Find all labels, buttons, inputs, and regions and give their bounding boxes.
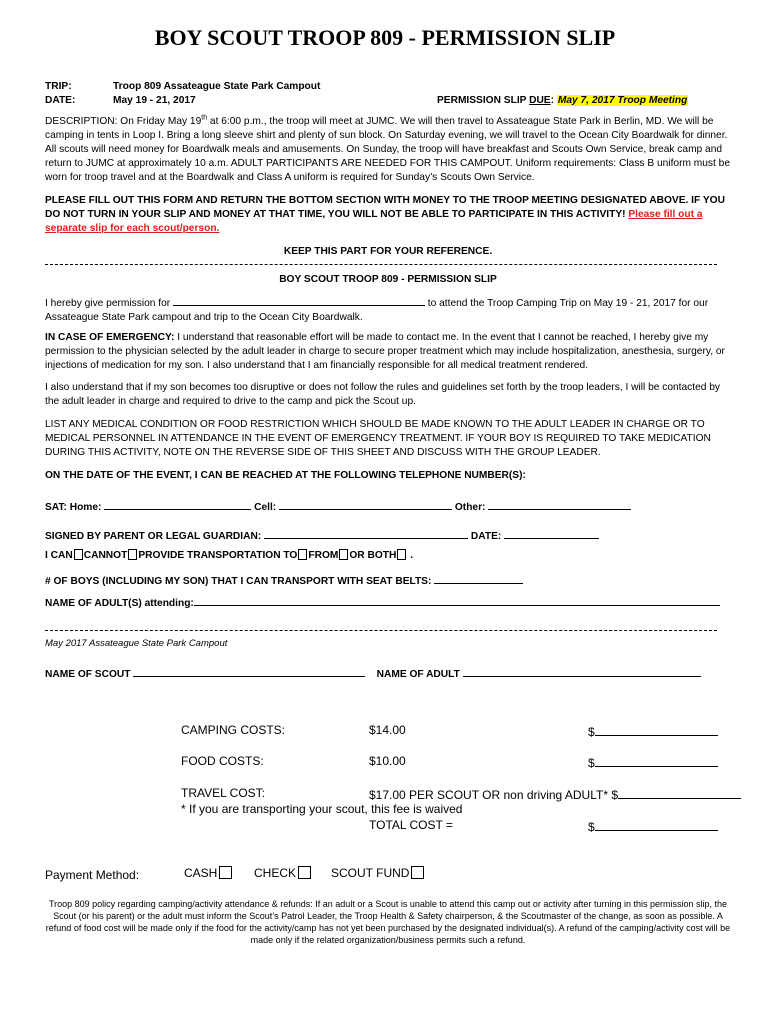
camping-costs-value: $14.00 bbox=[369, 723, 406, 737]
sign-date-label: DATE: bbox=[470, 531, 502, 542]
trip-value: Troop 809 Assateague State Park Campout bbox=[113, 81, 321, 92]
due-line bbox=[437, 94, 688, 108]
phone-heading: ON THE DATE OF THE EVENT, I CAN BE REACHED AT THE FOLLOWING TELEPHONE NUMBER(S): bbox=[45, 470, 526, 481]
from-label: FROM bbox=[308, 550, 339, 561]
total-cost-entry bbox=[588, 817, 718, 835]
due-label: PERMISSION SLIP bbox=[437, 95, 530, 106]
both-checkbox[interactable] bbox=[397, 549, 406, 560]
date-value: May 19 - 21, 2017 bbox=[113, 95, 196, 106]
slip-title: BOY SCOUT TROOP 809 - PERMISSION SLIP bbox=[279, 274, 497, 285]
camping-dollar: $ bbox=[588, 725, 595, 739]
can-checkbox[interactable] bbox=[74, 549, 83, 560]
scout-fund-checkbox[interactable] bbox=[411, 866, 424, 879]
travel-cost-label: TRAVEL COST: bbox=[181, 786, 266, 800]
check-checkbox[interactable] bbox=[298, 866, 311, 879]
due-word: DUE bbox=[529, 95, 551, 106]
due-value-highlight: May 7, 2017 Troop Meeting bbox=[557, 95, 688, 106]
refund-policy: Troop 809 policy regarding camping/activity attendance & refunds: If an adult or a Scout is unable to attend this camp out or activity after turning in this permission slip, the Scout (or his parent) or the adult must inform the Scout’s Patrol Leader, the Troop Health & Safety chairperson, & the Scoutmaster of the change, as soon as possible. A refund of food cost will be made only if the food for the activity/camp has not yet been purchased by the designated individual(s). A refund of the camping/activity cost will be made only if the related organization/business permits such a refund. bbox=[45, 899, 731, 945]
to-checkbox[interactable] bbox=[298, 549, 307, 560]
emergency-paragraph bbox=[45, 331, 731, 373]
cell-blank[interactable] bbox=[279, 498, 452, 510]
cash-checkbox[interactable] bbox=[219, 866, 232, 879]
description-rest: at 6:00 p.m., the troop will meet at JUMC. We will then travel to Assateague State Park in Berlin, MD. We will be camping in tents in Loop I. Bring a long sleeve shirt and plenty of sun block. On Saturday evening, we will travel to the Ocean City Boardwalk for dinner. All scouts will need money for Boardwalk meals and amusements. On Sunday, the troop will have breakfast and Scouts Own Service, break camp and return to JUMC at approximately 10 a.m. ADULT PARTICIPANTS ARE NEEDED FOR THIS CAMPOUT. Uniform requirements: Class B uniform must be worn for troop travel and at the Boardwalk and Class A uniform is required for Sunday’s Scouts Own Service. bbox=[45, 116, 731, 183]
date-label: DATE: bbox=[45, 95, 76, 106]
description-lead: DESCRIPTION: On Friday May 19 bbox=[45, 116, 202, 127]
campout-label: May 2017 Assateague State Park Campout bbox=[45, 638, 228, 649]
scout-name-blank[interactable] bbox=[173, 294, 425, 306]
adult-name-field[interactable] bbox=[463, 665, 701, 677]
transport-end: . bbox=[410, 550, 414, 561]
total-cost-blank[interactable] bbox=[595, 817, 718, 831]
cash-label: CASH bbox=[184, 866, 218, 880]
scout-fund-label: SCOUT FUND bbox=[331, 866, 410, 880]
travel-cost-blank[interactable] bbox=[618, 785, 741, 799]
other-phone-blank[interactable] bbox=[488, 498, 631, 510]
food-dollar: $ bbox=[588, 756, 595, 770]
cell-label: Cell: bbox=[254, 502, 277, 513]
from-checkbox[interactable] bbox=[339, 549, 348, 560]
food-costs-entry bbox=[588, 753, 718, 771]
due-colon: : bbox=[550, 95, 555, 106]
signed-label: SIGNED BY PARENT OR LEGAL GUARDIAN: bbox=[45, 531, 262, 542]
camping-costs-blank[interactable] bbox=[595, 722, 718, 736]
sat-home-blank[interactable] bbox=[104, 498, 251, 510]
adults-names-blank[interactable] bbox=[194, 594, 720, 606]
signature-blank[interactable] bbox=[264, 527, 468, 539]
phone-line bbox=[45, 498, 631, 515]
payment-check bbox=[254, 865, 311, 881]
total-cost-label: TOTAL COST = bbox=[369, 818, 453, 832]
travel-dollar: $ bbox=[611, 788, 619, 802]
other-label: Other: bbox=[454, 502, 486, 513]
separate-slip-note: Please fill out a separate slip for each scout/person. bbox=[45, 209, 703, 234]
payment-scout-fund bbox=[331, 865, 424, 881]
transport-line bbox=[45, 549, 413, 563]
return-warning bbox=[45, 194, 731, 236]
food-costs-value: $10.00 bbox=[369, 754, 406, 768]
warning-text: PLEASE FILL OUT THIS FORM AND RETURN THE BOTTOM SECTION WITH MONEY TO THE TROOP MEETING DESIGNATED ABOVE. IF YOU DO NOT TURN IN YOUR SLIP AND MONEY AT THAT TIME, YOU WILL NOT BE ABLE TO PARTICIPATE IN THIS ACTIVITY! bbox=[45, 195, 725, 220]
camping-costs-entry bbox=[588, 722, 718, 740]
or-both-label: OR BOTH bbox=[349, 550, 397, 561]
trip-label: TRIP: bbox=[45, 81, 72, 92]
cut-line-divider bbox=[45, 264, 717, 265]
scout-name-field[interactable] bbox=[133, 665, 365, 677]
emergency-text: I understand that reasonable effort will be made to contact me. In the event that I cannot be reached, I hereby give my permission to the physician selected by the adult leader in charge to secure proper treatment which may include hospitalization, anesthesia, surgery, or injections of medication for my son. I also understand that I am financially responsible for all medical treatment rendered. bbox=[45, 332, 725, 371]
provide-label: PROVIDE TRANSPORTATION TO bbox=[138, 550, 298, 561]
boys-transport-line bbox=[45, 572, 523, 589]
permission-pre: I hereby give permission for bbox=[45, 298, 173, 309]
emergency-label: IN CASE OF EMERGENCY: bbox=[45, 332, 175, 343]
sat-home-label: SAT: Home: bbox=[45, 502, 102, 513]
camping-costs-label: CAMPING COSTS: bbox=[181, 723, 286, 737]
total-dollar: $ bbox=[588, 820, 595, 834]
signature-line bbox=[45, 527, 599, 544]
boys-label: # OF BOYS (INCLUDING MY SON) THAT I CAN TRANSPORT WITH SEAT BELTS: bbox=[45, 576, 432, 587]
check-label: CHECK bbox=[254, 866, 297, 880]
food-costs-label: FOOD COSTS: bbox=[181, 754, 264, 768]
second-cut-line-divider bbox=[45, 630, 717, 631]
sign-date-blank[interactable] bbox=[504, 527, 599, 539]
keep-reference-note: KEEP THIS PART FOR YOUR REFERENCE. bbox=[283, 246, 493, 257]
travel-cost-value: $17.00 PER SCOUT OR non driving ADULT* bbox=[369, 788, 608, 802]
names-line bbox=[45, 665, 701, 682]
food-costs-blank[interactable] bbox=[595, 753, 718, 767]
page-title: BOY SCOUT TROOP 809 - PERMISSION SLIP bbox=[154, 25, 616, 50]
permission-paragraph bbox=[45, 294, 731, 325]
cannot-checkbox[interactable] bbox=[128, 549, 137, 560]
cannot-label: CANNOT bbox=[83, 550, 128, 561]
travel-fee-note: * If you are transporting your scout, this fee is waived bbox=[181, 802, 463, 816]
description-sup: th bbox=[201, 114, 208, 122]
adults-label: NAME OF ADULT(S) attending: bbox=[45, 598, 194, 609]
scout-name-label: NAME OF SCOUT bbox=[45, 669, 131, 680]
adult-name-label: NAME OF ADULT bbox=[376, 669, 460, 680]
medical-paragraph: LIST ANY MEDICAL CONDITION OR FOOD RESTRICTION WHICH SHOULD BE MADE KNOWN TO THE ADULT LEADER IN CHARGE OR TO MEDICAL PERSONNEL IN ATTENDANCE IN THE EVENT OF EMERGENCY TREATMENT. IF YOUR BOY IS REQUIRED TO TAKE MEDICATION DURING THIS ACTIVITY, NOTE ON THE REVERSE SIDE OF THIS SHEET AND DISCUSS WITH THE GROUP LEADER. bbox=[45, 419, 711, 458]
payment-cash bbox=[184, 865, 232, 881]
i-can-label: I CAN bbox=[45, 550, 73, 561]
boys-count-blank[interactable] bbox=[434, 572, 523, 584]
adults-attending-line bbox=[45, 594, 720, 611]
payment-method-label: Payment Method: bbox=[45, 868, 140, 882]
disruptive-paragraph: I also understand that if my son becomes too disruptive or does not follow the rules and guidelines set forth by the troop leaders, I will be contacted by the adult leader in charge and required to drive to the camp and pick the Scout up. bbox=[45, 382, 721, 407]
description-paragraph bbox=[45, 115, 731, 185]
permission-post: to attend the Troop Camping Trip on May 19 - 21, 2017 for our Assateague State Park campout and trip to the Ocean City Boardwalk. bbox=[45, 298, 709, 323]
